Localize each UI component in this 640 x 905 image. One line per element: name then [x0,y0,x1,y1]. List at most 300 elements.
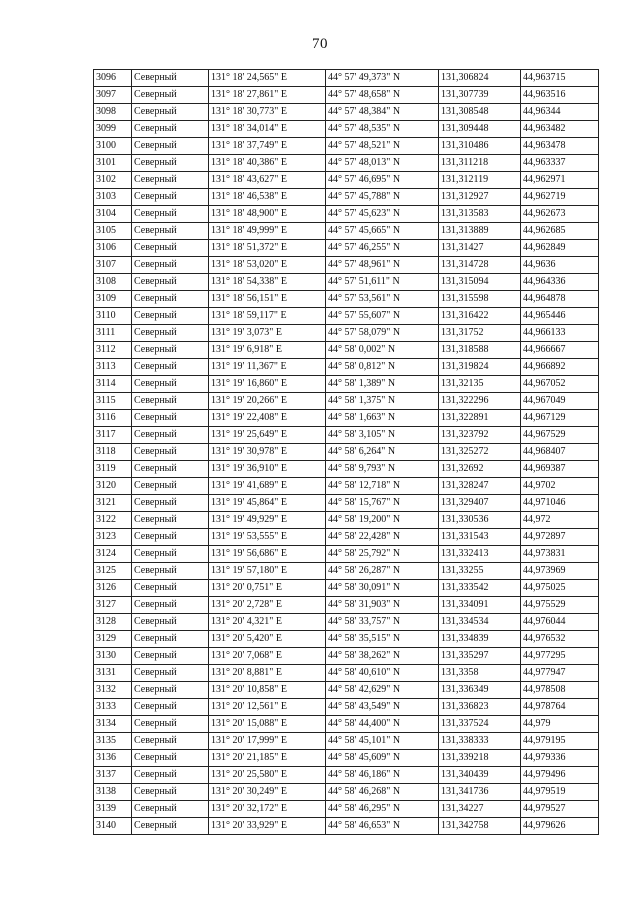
latitude-dms-cell: 44° 57' 51,611" N [326,274,439,291]
longitude-dms-cell: 131° 20' 12,561" E [209,699,326,716]
latitude-decimal-cell: 44,9636 [521,257,599,274]
longitude-decimal-cell: 131,331543 [439,529,521,546]
latitude-decimal-cell: 44,976044 [521,614,599,631]
table-row [94,308,599,325]
longitude-decimal-cell: 131,3358 [439,665,521,682]
latitude-dms-cell: 44° 58' 12,718" N [326,478,439,495]
point-number-cell: 3096 [94,70,132,87]
point-number-cell: 3138 [94,784,132,801]
table-row [94,189,599,206]
area-name-cell: Северный [132,257,209,274]
latitude-dms-cell: 44° 57' 48,384" N [326,104,439,121]
point-number-cell: 3113 [94,359,132,376]
longitude-decimal-cell: 131,333542 [439,580,521,597]
table-row [94,699,599,716]
area-name-cell: Северный [132,614,209,631]
area-name-cell: Северный [132,597,209,614]
longitude-decimal-cell: 131,340439 [439,767,521,784]
point-number-cell: 3133 [94,699,132,716]
table-row [94,104,599,121]
area-name-cell: Северный [132,767,209,784]
longitude-decimal-cell: 131,334534 [439,614,521,631]
table-row [94,546,599,563]
latitude-decimal-cell: 44,965446 [521,308,599,325]
point-number-cell: 3110 [94,308,132,325]
area-name-cell: Северный [132,478,209,495]
latitude-dms-cell: 44° 57' 48,535" N [326,121,439,138]
latitude-decimal-cell: 44,967529 [521,427,599,444]
longitude-decimal-cell: 131,33255 [439,563,521,580]
longitude-decimal-cell: 131,332413 [439,546,521,563]
latitude-decimal-cell: 44,979195 [521,733,599,750]
latitude-dms-cell: 44° 58' 44,400" N [326,716,439,733]
latitude-dms-cell: 44° 57' 48,521" N [326,138,439,155]
point-number-cell: 3119 [94,461,132,478]
point-number-cell: 3097 [94,87,132,104]
point-number-cell: 3098 [94,104,132,121]
table-row [94,597,599,614]
point-number-cell: 3104 [94,206,132,223]
longitude-decimal-cell: 131,335297 [439,648,521,665]
longitude-decimal-cell: 131,34227 [439,801,521,818]
latitude-decimal-cell: 44,966892 [521,359,599,376]
area-name-cell: Северный [132,155,209,172]
area-name-cell: Северный [132,342,209,359]
longitude-dms-cell: 131° 20' 7,068" E [209,648,326,665]
longitude-dms-cell: 131° 18' 48,900" E [209,206,326,223]
longitude-dms-cell: 131° 19' 22,408" E [209,410,326,427]
longitude-decimal-cell: 131,336349 [439,682,521,699]
latitude-decimal-cell: 44,976532 [521,631,599,648]
latitude-dms-cell: 44° 58' 40,610" N [326,665,439,682]
table-row [94,121,599,138]
latitude-dms-cell: 44° 58' 46,653" N [326,818,439,835]
latitude-decimal-cell: 44,975025 [521,580,599,597]
area-name-cell: Северный [132,699,209,716]
longitude-dms-cell: 131° 20' 25,580" E [209,767,326,784]
longitude-decimal-cell: 131,312927 [439,189,521,206]
latitude-dms-cell: 44° 58' 42,629" N [326,682,439,699]
point-number-cell: 3122 [94,512,132,529]
coordinates-table-body [94,70,599,835]
area-name-cell: Северный [132,461,209,478]
point-number-cell: 3116 [94,410,132,427]
table-row [94,444,599,461]
longitude-dms-cell: 131° 18' 27,861" E [209,87,326,104]
point-number-cell: 3115 [94,393,132,410]
point-number-cell: 3102 [94,172,132,189]
longitude-decimal-cell: 131,314728 [439,257,521,274]
table-row [94,767,599,784]
longitude-dms-cell: 131° 20' 17,999" E [209,733,326,750]
area-name-cell: Северный [132,682,209,699]
latitude-dms-cell: 44° 58' 43,549" N [326,699,439,716]
longitude-decimal-cell: 131,325272 [439,444,521,461]
longitude-dms-cell: 131° 19' 57,180" E [209,563,326,580]
latitude-decimal-cell: 44,972897 [521,529,599,546]
coordinates-table [93,69,599,835]
table-row [94,257,599,274]
longitude-dms-cell: 131° 20' 4,321" E [209,614,326,631]
area-name-cell: Северный [132,206,209,223]
point-number-cell: 3121 [94,495,132,512]
table-row [94,87,599,104]
latitude-decimal-cell: 44,96344 [521,104,599,121]
longitude-decimal-cell: 131,313583 [439,206,521,223]
point-number-cell: 3117 [94,427,132,444]
longitude-dms-cell: 131° 19' 41,689" E [209,478,326,495]
point-number-cell: 3118 [94,444,132,461]
latitude-dms-cell: 44° 57' 48,961" N [326,257,439,274]
point-number-cell: 3132 [94,682,132,699]
table-row [94,359,599,376]
longitude-decimal-cell: 131,307739 [439,87,521,104]
table-row [94,529,599,546]
longitude-decimal-cell: 131,328247 [439,478,521,495]
longitude-dms-cell: 131° 18' 49,999" E [209,223,326,240]
area-name-cell: Северный [132,189,209,206]
area-name-cell: Северный [132,325,209,342]
point-number-cell: 3130 [94,648,132,665]
point-number-cell: 3120 [94,478,132,495]
latitude-decimal-cell: 44,963337 [521,155,599,172]
table-row [94,376,599,393]
point-number-cell: 3135 [94,733,132,750]
longitude-decimal-cell: 131,311218 [439,155,521,172]
area-name-cell: Северный [132,495,209,512]
longitude-decimal-cell: 131,315094 [439,274,521,291]
table-row [94,410,599,427]
latitude-decimal-cell: 44,963715 [521,70,599,87]
area-name-cell: Северный [132,801,209,818]
longitude-dms-cell: 131° 19' 30,978" E [209,444,326,461]
longitude-dms-cell: 131° 18' 24,565" E [209,70,326,87]
longitude-dms-cell: 131° 20' 0,751" E [209,580,326,597]
area-name-cell: Северный [132,733,209,750]
point-number-cell: 3137 [94,767,132,784]
table-row [94,801,599,818]
table-row [94,155,599,172]
longitude-dms-cell: 131° 20' 33,929" E [209,818,326,835]
area-name-cell: Северный [132,512,209,529]
area-name-cell: Северный [132,563,209,580]
table-row [94,631,599,648]
point-number-cell: 3124 [94,546,132,563]
area-name-cell: Северный [132,665,209,682]
longitude-decimal-cell: 131,315598 [439,291,521,308]
table-row [94,682,599,699]
area-name-cell: Северный [132,172,209,189]
latitude-dms-cell: 44° 58' 1,663" N [326,410,439,427]
latitude-dms-cell: 44° 57' 46,255" N [326,240,439,257]
area-name-cell: Северный [132,70,209,87]
longitude-decimal-cell: 131,322891 [439,410,521,427]
table-row [94,733,599,750]
point-number-cell: 3109 [94,291,132,308]
latitude-decimal-cell: 44,9702 [521,478,599,495]
point-number-cell: 3139 [94,801,132,818]
longitude-dms-cell: 131° 19' 25,649" E [209,427,326,444]
longitude-decimal-cell: 131,323792 [439,427,521,444]
longitude-dms-cell: 131° 20' 21,185" E [209,750,326,767]
point-number-cell: 3134 [94,716,132,733]
longitude-dms-cell: 131° 20' 15,088" E [209,716,326,733]
latitude-decimal-cell: 44,977947 [521,665,599,682]
table-row [94,291,599,308]
longitude-dms-cell: 131° 19' 53,555" E [209,529,326,546]
latitude-decimal-cell: 44,979496 [521,767,599,784]
longitude-dms-cell: 131° 18' 59,117" E [209,308,326,325]
longitude-decimal-cell: 131,336823 [439,699,521,716]
longitude-dms-cell: 131° 20' 10,858" E [209,682,326,699]
table-row [94,750,599,767]
latitude-dms-cell: 44° 58' 9,793" N [326,461,439,478]
point-number-cell: 3129 [94,631,132,648]
latitude-dms-cell: 44° 58' 3,105" N [326,427,439,444]
longitude-decimal-cell: 131,316422 [439,308,521,325]
longitude-decimal-cell: 131,32135 [439,376,521,393]
latitude-dms-cell: 44° 57' 49,373" N [326,70,439,87]
table-row [94,784,599,801]
latitude-dms-cell: 44° 57' 45,788" N [326,189,439,206]
table-row [94,240,599,257]
longitude-decimal-cell: 131,313889 [439,223,521,240]
latitude-decimal-cell: 44,978764 [521,699,599,716]
latitude-decimal-cell: 44,977295 [521,648,599,665]
latitude-dms-cell: 44° 57' 45,665" N [326,223,439,240]
latitude-dms-cell: 44° 58' 15,767" N [326,495,439,512]
latitude-dms-cell: 44° 57' 48,013" N [326,155,439,172]
point-number-cell: 3111 [94,325,132,342]
longitude-dms-cell: 131° 18' 43,627" E [209,172,326,189]
longitude-dms-cell: 131° 19' 56,686" E [209,546,326,563]
latitude-dms-cell: 44° 58' 31,903" N [326,597,439,614]
table-row [94,461,599,478]
table-row [94,427,599,444]
longitude-dms-cell: 131° 18' 53,020" E [209,257,326,274]
latitude-dms-cell: 44° 57' 46,695" N [326,172,439,189]
area-name-cell: Северный [132,784,209,801]
area-name-cell: Северный [132,393,209,410]
longitude-dms-cell: 131° 20' 32,172" E [209,801,326,818]
longitude-decimal-cell: 131,322296 [439,393,521,410]
latitude-decimal-cell: 44,969387 [521,461,599,478]
longitude-decimal-cell: 131,306824 [439,70,521,87]
longitude-dms-cell: 131° 20' 30,249" E [209,784,326,801]
longitude-dms-cell: 131° 19' 3,073" E [209,325,326,342]
point-number-cell: 3107 [94,257,132,274]
table-row [94,665,599,682]
longitude-decimal-cell: 131,309448 [439,121,521,138]
longitude-dms-cell: 131° 19' 49,929" E [209,512,326,529]
latitude-decimal-cell: 44,962685 [521,223,599,240]
area-name-cell: Северный [132,291,209,308]
table-row [94,716,599,733]
table-row [94,393,599,410]
area-name-cell: Северный [132,648,209,665]
table-row [94,172,599,189]
latitude-dms-cell: 44° 58' 30,091" N [326,580,439,597]
latitude-decimal-cell: 44,963482 [521,121,599,138]
point-number-cell: 3105 [94,223,132,240]
latitude-dms-cell: 44° 58' 25,792" N [326,546,439,563]
latitude-dms-cell: 44° 58' 45,609" N [326,750,439,767]
longitude-dms-cell: 131° 20' 8,881" E [209,665,326,682]
area-name-cell: Северный [132,818,209,835]
latitude-dms-cell: 44° 58' 22,428" N [326,529,439,546]
latitude-decimal-cell: 44,979336 [521,750,599,767]
area-name-cell: Северный [132,716,209,733]
point-number-cell: 3103 [94,189,132,206]
latitude-dms-cell: 44° 58' 45,101" N [326,733,439,750]
latitude-dms-cell: 44° 57' 48,658" N [326,87,439,104]
table-row [94,580,599,597]
longitude-dms-cell: 131° 18' 30,773" E [209,104,326,121]
area-name-cell: Северный [132,138,209,155]
longitude-dms-cell: 131° 19' 11,367" E [209,359,326,376]
latitude-decimal-cell: 44,979 [521,716,599,733]
point-number-cell: 3101 [94,155,132,172]
longitude-decimal-cell: 131,31752 [439,325,521,342]
latitude-dms-cell: 44° 57' 45,623" N [326,206,439,223]
latitude-decimal-cell: 44,962673 [521,206,599,223]
longitude-decimal-cell: 131,312119 [439,172,521,189]
area-name-cell: Северный [132,223,209,240]
latitude-dms-cell: 44° 58' 26,287" N [326,563,439,580]
latitude-dms-cell: 44° 58' 1,389" N [326,376,439,393]
point-number-cell: 3131 [94,665,132,682]
point-number-cell: 3140 [94,818,132,835]
latitude-decimal-cell: 44,979527 [521,801,599,818]
latitude-decimal-cell: 44,968407 [521,444,599,461]
point-number-cell: 3127 [94,597,132,614]
longitude-decimal-cell: 131,337524 [439,716,521,733]
longitude-decimal-cell: 131,341736 [439,784,521,801]
area-name-cell: Северный [132,121,209,138]
latitude-decimal-cell: 44,979626 [521,818,599,835]
longitude-decimal-cell: 131,32692 [439,461,521,478]
latitude-dms-cell: 44° 57' 58,079" N [326,325,439,342]
point-number-cell: 3125 [94,563,132,580]
longitude-decimal-cell: 131,330536 [439,512,521,529]
latitude-decimal-cell: 44,967049 [521,393,599,410]
longitude-decimal-cell: 131,339218 [439,750,521,767]
longitude-decimal-cell: 131,334091 [439,597,521,614]
latitude-decimal-cell: 44,973831 [521,546,599,563]
table-row [94,818,599,835]
latitude-dms-cell: 44° 57' 53,561" N [326,291,439,308]
longitude-dms-cell: 131° 18' 54,338" E [209,274,326,291]
latitude-dms-cell: 44° 58' 0,812" N [326,359,439,376]
latitude-decimal-cell: 44,962849 [521,240,599,257]
latitude-decimal-cell: 44,963516 [521,87,599,104]
longitude-dms-cell: 131° 18' 37,749" E [209,138,326,155]
latitude-dms-cell: 44° 58' 1,375" N [326,393,439,410]
latitude-dms-cell: 44° 58' 46,295" N [326,801,439,818]
area-name-cell: Северный [132,427,209,444]
longitude-dms-cell: 131° 18' 46,538" E [209,189,326,206]
table-row [94,223,599,240]
table-row [94,563,599,580]
longitude-decimal-cell: 131,338333 [439,733,521,750]
point-number-cell: 3128 [94,614,132,631]
latitude-dms-cell: 44° 57' 55,607" N [326,308,439,325]
latitude-decimal-cell: 44,962971 [521,172,599,189]
longitude-dms-cell: 131° 18' 40,386" E [209,155,326,172]
point-number-cell: 3108 [94,274,132,291]
table-row [94,138,599,155]
area-name-cell: Северный [132,376,209,393]
point-number-cell: 3100 [94,138,132,155]
table-row [94,614,599,631]
area-name-cell: Северный [132,750,209,767]
longitude-dms-cell: 131° 20' 2,728" E [209,597,326,614]
latitude-dms-cell: 44° 58' 46,268" N [326,784,439,801]
area-name-cell: Северный [132,580,209,597]
longitude-dms-cell: 131° 19' 36,910" E [209,461,326,478]
latitude-decimal-cell: 44,966133 [521,325,599,342]
longitude-dms-cell: 131° 18' 51,372" E [209,240,326,257]
area-name-cell: Северный [132,274,209,291]
latitude-decimal-cell: 44,967052 [521,376,599,393]
latitude-decimal-cell: 44,964336 [521,274,599,291]
table-row [94,325,599,342]
latitude-decimal-cell: 44,964878 [521,291,599,308]
area-name-cell: Северный [132,359,209,376]
latitude-dms-cell: 44° 58' 46,186" N [326,767,439,784]
point-number-cell: 3123 [94,529,132,546]
latitude-decimal-cell: 44,971046 [521,495,599,512]
latitude-dms-cell: 44° 58' 6,264" N [326,444,439,461]
longitude-decimal-cell: 131,31427 [439,240,521,257]
page-number: 70 [312,36,328,52]
point-number-cell: 3099 [94,121,132,138]
area-name-cell: Северный [132,529,209,546]
area-name-cell: Северный [132,87,209,104]
table-row [94,342,599,359]
latitude-dms-cell: 44° 58' 19,200" N [326,512,439,529]
longitude-decimal-cell: 131,318588 [439,342,521,359]
table-row [94,495,599,512]
longitude-decimal-cell: 131,334839 [439,631,521,648]
point-number-cell: 3136 [94,750,132,767]
longitude-dms-cell: 131° 19' 20,266" E [209,393,326,410]
area-name-cell: Северный [132,308,209,325]
latitude-dms-cell: 44° 58' 38,262" N [326,648,439,665]
area-name-cell: Северный [132,410,209,427]
latitude-decimal-cell: 44,962719 [521,189,599,206]
longitude-decimal-cell: 131,342758 [439,818,521,835]
longitude-decimal-cell: 131,310486 [439,138,521,155]
latitude-dms-cell: 44° 58' 33,757" N [326,614,439,631]
area-name-cell: Северный [132,240,209,257]
longitude-decimal-cell: 131,308548 [439,104,521,121]
point-number-cell: 3114 [94,376,132,393]
latitude-decimal-cell: 44,972 [521,512,599,529]
area-name-cell: Северный [132,546,209,563]
longitude-decimal-cell: 131,319824 [439,359,521,376]
latitude-decimal-cell: 44,967129 [521,410,599,427]
latitude-decimal-cell: 44,963478 [521,138,599,155]
longitude-dms-cell: 131° 18' 34,014" E [209,121,326,138]
longitude-dms-cell: 131° 19' 16,860" E [209,376,326,393]
table-row [94,648,599,665]
area-name-cell: Северный [132,631,209,648]
point-number-cell: 3126 [94,580,132,597]
latitude-decimal-cell: 44,975529 [521,597,599,614]
longitude-dms-cell: 131° 19' 45,864" E [209,495,326,512]
latitude-decimal-cell: 44,973969 [521,563,599,580]
